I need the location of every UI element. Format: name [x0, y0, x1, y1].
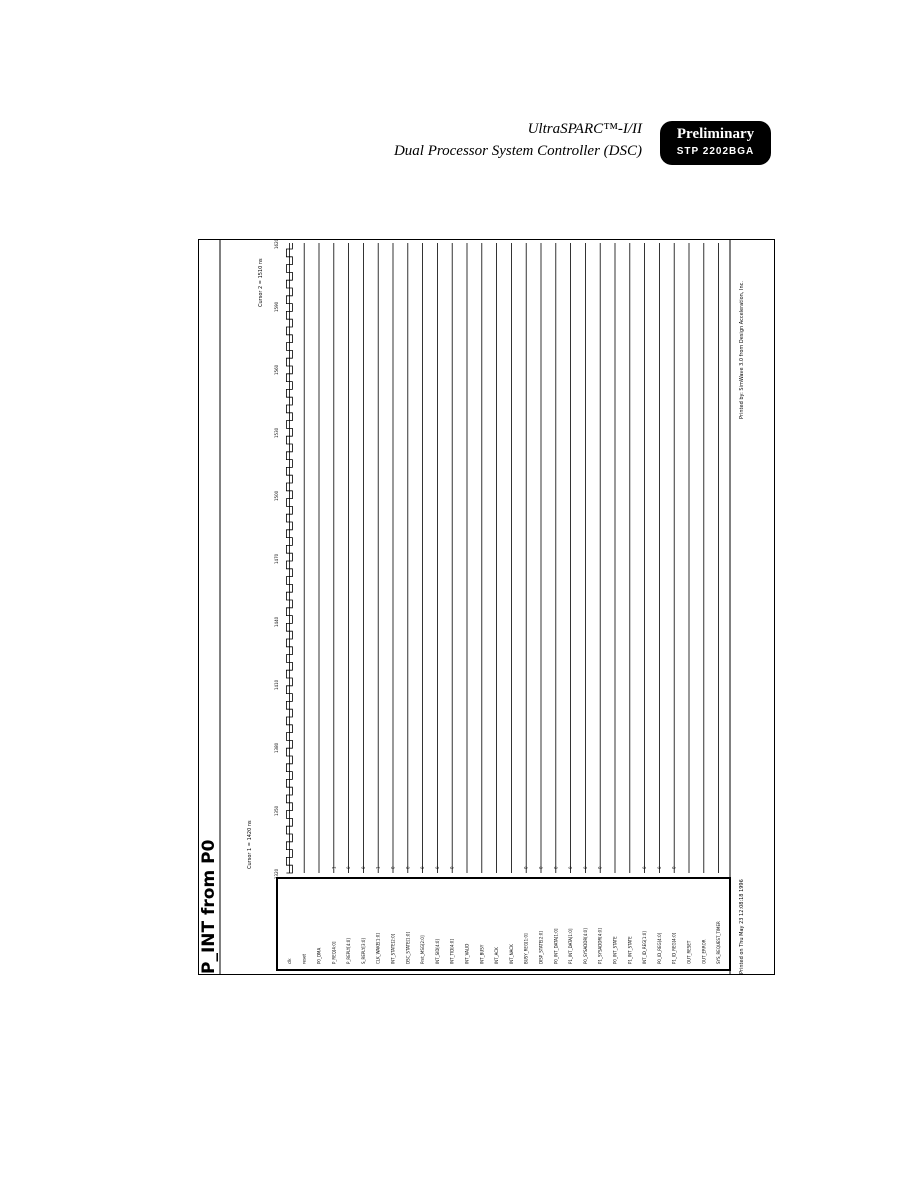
signal-name: INT_NACK [508, 944, 514, 964]
cursor-1-label: Cursor 1 = 1420 ns [247, 820, 253, 869]
signal-name: reset [301, 953, 307, 964]
signal-value: 0 [405, 866, 411, 869]
signal-name: S_REPLY[3:0] [360, 938, 366, 964]
signal-value: 0 [434, 866, 440, 869]
cursor-2-label: Cursor 2 = 1510 ns [258, 258, 264, 307]
signal-value: 0 [656, 866, 662, 869]
signal-name: P1_INT_STATE [627, 936, 633, 964]
badge-status: Preliminary [676, 126, 755, 142]
signal-name: OUT_ERROR [701, 939, 707, 964]
signal-name: P1_SYSADDR[4:0] [597, 928, 603, 964]
signal-name: P0_INT_DATA[1:0] [553, 928, 559, 964]
signal-name: INT_VALID [464, 943, 470, 964]
signal-name: BUSY_REG[1:0] [523, 933, 529, 964]
signal-value: 0 [523, 866, 529, 869]
timing-diagram [198, 239, 775, 975]
signal-name: P_REQ[4:0] [331, 941, 337, 964]
time-tick-label: 1560 [274, 364, 279, 375]
signal-name: INT_SID[4:0] [434, 939, 440, 964]
signal-value: 0 [553, 866, 559, 869]
signal-value: 0 [538, 866, 544, 869]
signal-name: P1_INT_DATA[1:0] [568, 928, 574, 964]
signal-name: INT_TID[4:0] [449, 939, 455, 964]
signal-value: 0 [582, 866, 588, 869]
time-tick-label: 1530 [274, 427, 279, 438]
signal-name: INT_STATE[2:0] [390, 933, 396, 964]
badge-part-number: STP 2202BGA [676, 146, 755, 157]
time-tick-label: 1380 [274, 742, 279, 753]
time-tick-label: 1350 [274, 805, 279, 816]
time-tick-label: 1470 [274, 553, 279, 564]
signal-name: CLK_WAKE[1:0] [375, 933, 381, 964]
signal-value: 0 [568, 866, 574, 869]
signal-name: P0_ID_REG[4:0] [656, 932, 662, 964]
signal-value: 0 [360, 866, 366, 869]
figure-title: P_INT from P0 [199, 839, 219, 974]
signal-value: 0 [449, 866, 455, 869]
signal-name: INT_ID_REG[1:0] [642, 931, 648, 964]
signal-value: 0 [390, 866, 396, 869]
signal-value: 0 [671, 866, 677, 869]
signal-name: OUT_RESET [686, 940, 692, 964]
signal-value: 0 [597, 866, 603, 869]
signal-name: P0_SYSADDR[4:0] [582, 928, 588, 964]
time-tick-label: 1500 [274, 490, 279, 501]
signal-name: P1_ID_REG[4:0] [671, 932, 677, 964]
signal-name: P0_DMA [316, 947, 322, 964]
signal-name: SYS_REQUEST_TIMER [716, 921, 722, 964]
footer-left: Printed on Thu May 23 12:08:18 1996 [739, 879, 745, 974]
signal-name: DISP_STATE[2:0] [538, 931, 544, 964]
footer-right: Printed by: SimWave 3.0 from Design Acceleration, Inc. [739, 281, 745, 419]
time-tick-label: 1320 [274, 868, 279, 879]
signal-name: P0_INT_STATE [612, 936, 618, 964]
figure-frame [199, 240, 775, 975]
signal-name: Pmt_MSG[2:0] [420, 935, 426, 964]
signal-value: 0 [642, 866, 648, 869]
signal-name: P_REPLY[4:0] [346, 938, 352, 964]
timing-diagram-figure [198, 239, 775, 975]
signal-value: 1 [331, 866, 337, 869]
signal-value: 1 [375, 866, 381, 869]
document-subtitle: Dual Processor System Controller (DSC) [393, 143, 642, 159]
time-tick-label: 1590 [274, 301, 279, 312]
signal-value: 0 [420, 866, 426, 869]
time-tick-label: 1620 [274, 239, 279, 249]
signal-name: clk [286, 958, 292, 964]
signal-value: 0 [346, 866, 352, 869]
preliminary-badge [660, 121, 771, 165]
signal-name: DSC_STATE[1:0] [405, 931, 411, 964]
document-title: UltraSPARC™-I/II [527, 121, 642, 137]
time-tick-label: 1410 [274, 679, 279, 690]
time-tick-label: 1440 [274, 616, 279, 627]
signal-name: INT_BUSY [479, 944, 485, 964]
signal-name: INT_ACK [494, 947, 500, 964]
